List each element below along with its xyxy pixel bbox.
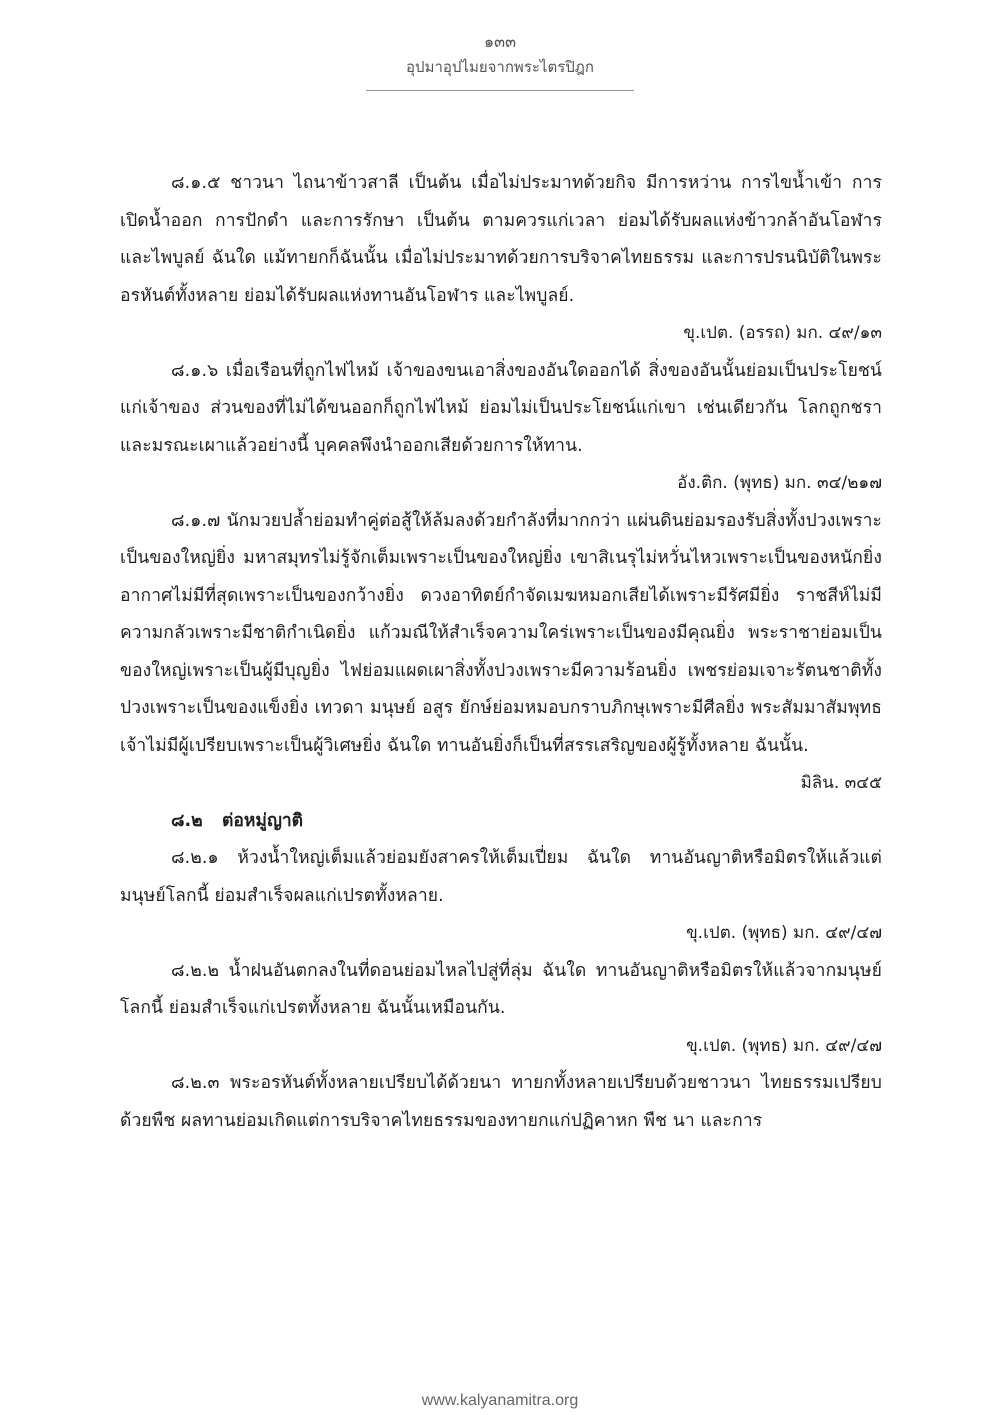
paragraph-8-2-2: ๘.๒.๒ น้ำฝนอันตกลงในที่ดอนย่อมไหลไปสู่ที่ลุ่ม ฉันใด ทานอันญาติหรือมิตรให้แล้วจากมนุษย์โลกนี้ ย่อมสำเร็จแก่เปรตทั้งหลาย ฉันนั้นเหมือนกัน. [120,960,882,1018]
page-header [0,30,1000,91]
footer-website: www.kalyanamitra.org [421,1392,579,1409]
page-number: ๑๓๓ [483,32,517,51]
paragraph-8-1-6: ๘.๑.๖ เมื่อเรือนที่ถูกไฟไหม้ เจ้าของขนเอาสิ่งของอันใดออกได้ สิ่งของอันนั้นย่อมเป็นประโยชน์แก่เจ้าของ ส่วนของที่ไม่ได้ขนออกก็ถูกไฟไหม้ ย่อมไม่เป็นประโยชน์แก่เขา เช่นเดียวกัน โลกถูกชรา และมรณะเผาแล้วอย่างนี้ บุคคลพึงนำออกเสียด้วยการให้ทาน. [120,360,882,456]
header-divider [366,90,634,91]
section-number: ๘.๒ [171,810,203,831]
book-title: อุปมาอุปไมยจากพระไตรปิฎก [406,58,594,76]
citation: ขุ.เปต. (อรรถ) มก. ๔๙/๑๓ [683,323,882,343]
section-title: ต่อหมู่ญาติ [222,810,304,831]
citation: ขุ.เปต. (พุทธ) มก. ๔๙/๔๗ [686,1035,882,1056]
section-heading-8-2 [120,803,882,841]
citation: อัง.ติก. (พุทธ) มก. ๓๔/๒๑๗ [677,473,882,493]
paragraph-8-2-1: ๘.๒.๑ ห้วงน้ำใหญ่เต็มแล้วย่อมยังสาครให้เต็มเปี่ยม ฉันใด ทานอันญาติหรือมิตรให้แล้วแต่มนุษย์โลกนี้ ย่อมสำเร็จผลแก่เปรตทั้งหลาย. [120,848,882,906]
page-body [120,165,882,1140]
paragraph-8-2-3: ๘.๒.๓ พระอรหันต์ทั้งหลายเปรียบได้ด้วยนา ทายกทั้งหลายเปรียบด้วยชาวนา ไทยธรรมเปรียบด้วยพืช ผลทานย่อมเกิดแต่การบริจาคไทยธรรมของทายกแก่ปฏิคาหก พืช นา และการ [120,1073,882,1131]
citation: มิลิน. ๓๔๕ [800,773,882,793]
paragraph-8-1-5: ๘.๑.๕ ชาวนา ไถนาข้าวสาลี เป็นต้น เมื่อไม่ประมาทด้วยกิจ มีการหว่าน การไขน้ำเข้า การเปิดน้ำออก การปักดำ และการรักษา เป็นต้น ตามควรแก่เวลา ย่อมได้รับผลแห่งข้าวกล้าอันโอฬาร และไพบูลย์ ฉันใด แม้ทายกก็ฉันนั้น เมื่อไม่ประมาทด้วยการบริจาคไทยธรรม และการปรนนิบัติในพระอรหันต์ทั้งหลาย ย่อมได้รับผลแห่งทานอันโอฬาร และไพบูลย์. [120,173,882,306]
paragraph-8-1-7: ๘.๑.๗ นักมวยปล้ำย่อมทำคู่ต่อสู้ให้ล้มลงด้วยกำลังที่มากกว่า แผ่นดินย่อมรองรับสิ่งทั้งปวงเพราะเป็นของใหญ่ยิ่ง มหาสมุทรไม่รู้จักเต็มเพราะเป็นของใหญ่ยิ่ง เขาสิเนรุไม่หวั่นไหวเพราะเป็นของหนักยิ่ง อากาศไม่มีที่สุดเพราะเป็นของกว้างยิ่ง ดวงอาทิตย์กำจัดเมฆหมอกเสียได้เพราะมีรัศมียิ่ง ราชสีห์ไม่มีความกลัวเพราะมีชาติกำเนิดยิ่ง แก้วมณีให้สำเร็จความใคร่เพราะเป็นของมีคุณยิ่ง พระราชาย่อมเป็นของใหญ่เพราะเป็นผู้มีบุญยิ่ง ไฟย่อมแผดเผาสิ่งทั้งปวงเพราะมีความร้อนยิ่ง เพชรย่อมเจาะรัตนชาติทั้งปวงเพราะเป็นของแข็งยิ่ง เทวดา มนุษย์ อสูร ยักษ์ย่อมหมอบกราบภิกษุเพราะมีศีลยิ่ง พระสัมมาสัมพุทธเจ้าไม่มีผู้เปรียบเพราะเป็นผู้วิเศษยิ่ง ฉันใด ทานอันยิ่งก็เป็นที่สรรเสริญของผู้รู้ทั้งหลาย ฉันนั้น. [120,510,882,756]
citation: ขุ.เปต. (พุทธ) มก. ๔๙/๔๗ [686,923,882,943]
